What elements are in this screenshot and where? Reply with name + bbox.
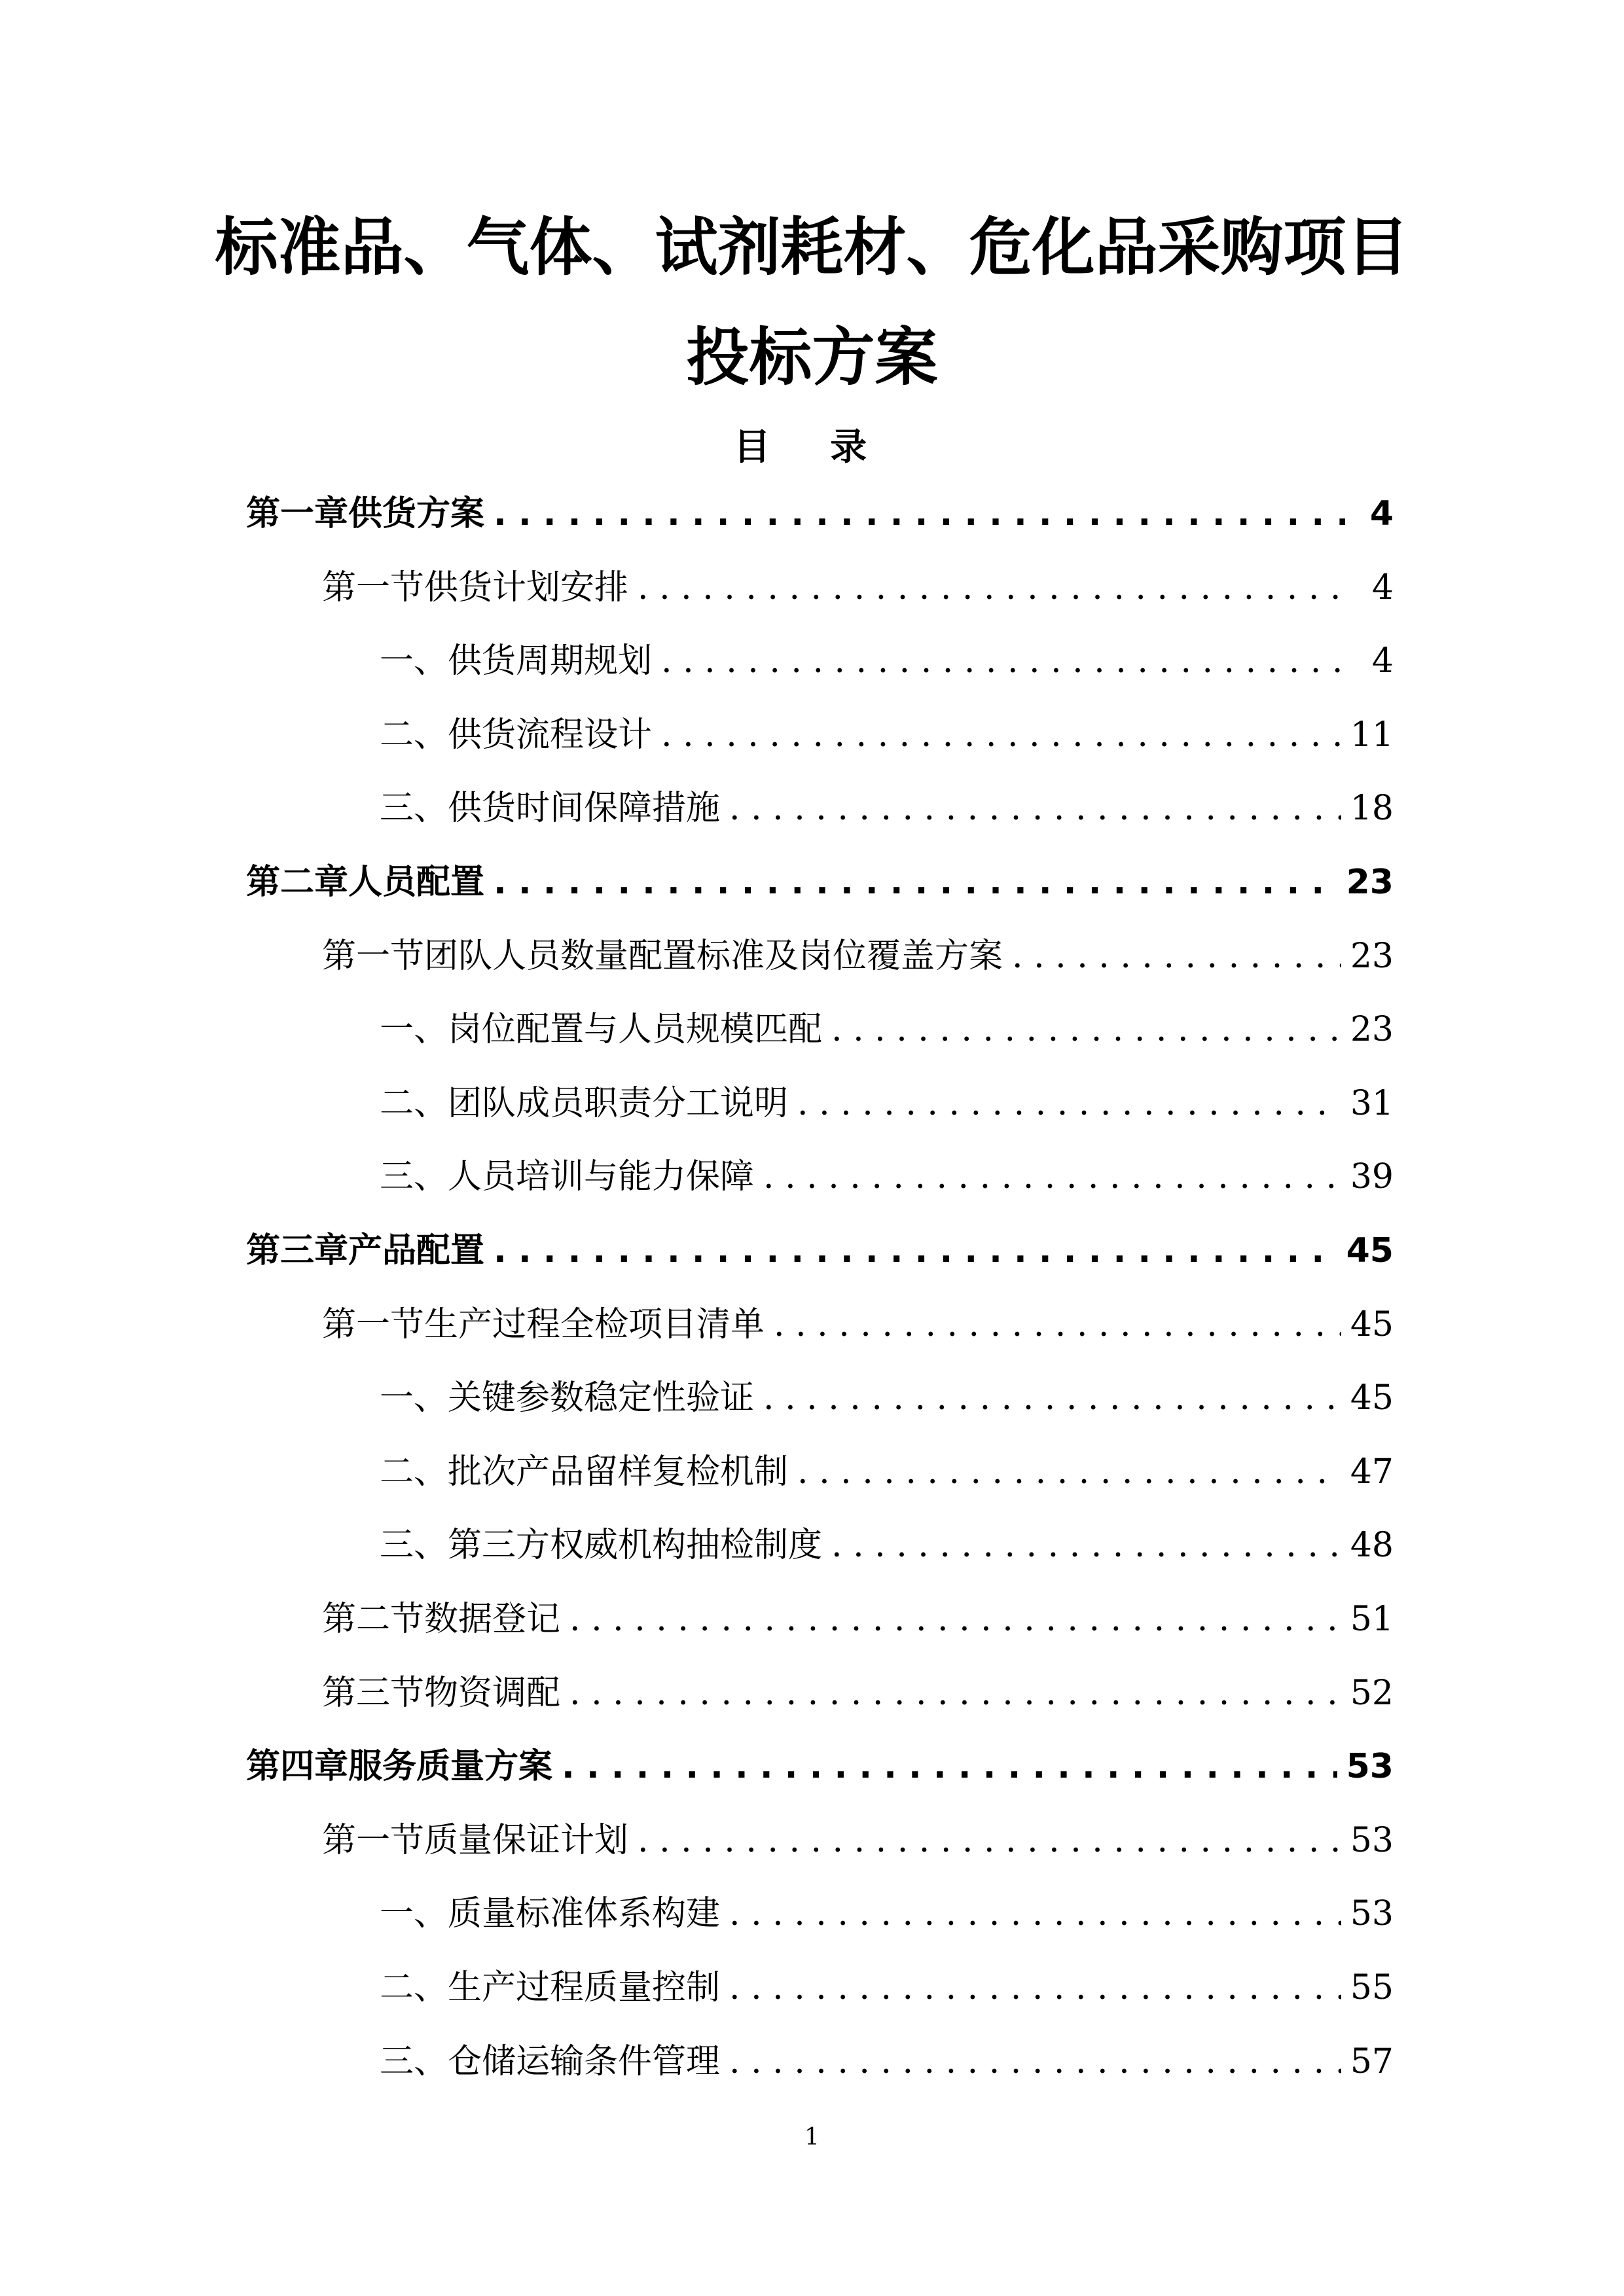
toc-entry-page: 39 bbox=[1350, 1157, 1394, 1196]
toc-dot-leader bbox=[831, 1003, 1341, 1056]
toc-dot-leader bbox=[638, 1814, 1341, 1867]
toc-entry-number: 第二节 bbox=[322, 1600, 425, 1639]
toc-entry-label: 产品配置 bbox=[348, 1231, 485, 1270]
toc-dot-leader bbox=[774, 1299, 1341, 1351]
toc-entry-section[interactable] bbox=[322, 1593, 1394, 1645]
toc-entry-page: 47 bbox=[1350, 1452, 1394, 1492]
toc-entry-label: 团队人员数量配置标准及岗位覆盖方案 bbox=[424, 937, 1003, 976]
toc-entry-label: 生产过程全检项目清单 bbox=[424, 1305, 765, 1344]
toc-entry-label: 生产过程质量控制 bbox=[448, 1968, 721, 2007]
toc-entry-number: 第四章 bbox=[246, 1747, 349, 1786]
toc-entry-label: 人员培训与能力保障 bbox=[448, 1157, 755, 1196]
toc-entry-page: 45 bbox=[1350, 1305, 1394, 1344]
toc-entry-label: 关键参数稳定性验证 bbox=[448, 1378, 755, 1418]
toc-entry-number: 第一章 bbox=[246, 494, 349, 533]
toc-entry-page: 51 bbox=[1350, 1600, 1394, 1639]
toc-entry-page: 23 bbox=[1346, 863, 1394, 902]
toc-entry-label: 数据登记 bbox=[424, 1600, 561, 1639]
toc-entry-page: 31 bbox=[1350, 1084, 1394, 1123]
toc-entry-label: 第三方权威机构抽检制度 bbox=[448, 1526, 823, 1565]
toc-heading: 目 录 bbox=[733, 426, 891, 469]
toc-entry-page: 23 bbox=[1350, 937, 1394, 976]
toc-dot-leader bbox=[562, 1740, 1337, 1793]
toc-entry-label: 人员配置 bbox=[348, 863, 485, 902]
toc-entry-page: 4 bbox=[1371, 641, 1394, 681]
toc-dot-leader bbox=[729, 2036, 1341, 2088]
toc-entry-item[interactable] bbox=[380, 1151, 1394, 1203]
toc-entry-item[interactable] bbox=[380, 1372, 1394, 1424]
toc-entry-page: 45 bbox=[1346, 1231, 1394, 1270]
toc-entry-page: 4 bbox=[1371, 568, 1394, 607]
toc-entry-label: 物资调配 bbox=[424, 1674, 561, 1713]
toc-entry-chapter[interactable] bbox=[246, 1740, 1394, 1793]
toc-entry-label: 供货流程设计 bbox=[448, 715, 653, 755]
toc-entry-item[interactable] bbox=[380, 1888, 1394, 1940]
toc-entry-label: 服务质量方案 bbox=[348, 1747, 553, 1786]
toc-entry-item[interactable] bbox=[380, 1077, 1394, 1130]
page-number: 1 bbox=[804, 2124, 820, 2151]
toc-entry-chapter[interactable] bbox=[246, 1225, 1394, 1277]
toc-entry-item[interactable] bbox=[380, 1962, 1394, 2014]
toc-dot-leader bbox=[494, 1225, 1337, 1277]
toc-entry-label: 质量保证计划 bbox=[424, 1821, 629, 1860]
document-title-line-1: 标准品、气体、试剂耗材、危化品采购项目 bbox=[215, 211, 1409, 284]
toc-entry-number: 第一节 bbox=[322, 568, 425, 607]
toc-dot-leader bbox=[729, 1962, 1341, 2014]
toc-entry-page: 55 bbox=[1350, 1968, 1394, 2007]
toc-entry-chapter[interactable] bbox=[246, 856, 1394, 908]
toc-entry-label: 仓储运输条件管理 bbox=[448, 2042, 721, 2081]
toc-entry-label: 供货计划安排 bbox=[424, 568, 629, 607]
toc-entry-page: 48 bbox=[1350, 1526, 1394, 1565]
toc-entry-number: 第一节 bbox=[322, 1305, 425, 1344]
toc-entry-page: 57 bbox=[1350, 2042, 1394, 2081]
toc-entry-label: 批次产品留样复检机制 bbox=[448, 1452, 789, 1492]
toc-dot-leader bbox=[494, 488, 1345, 540]
toc-entry-section[interactable] bbox=[322, 562, 1394, 614]
document-title-line-2: 投标方案 bbox=[686, 321, 938, 394]
toc-entry-page: 53 bbox=[1350, 1894, 1394, 1933]
toc-dot-leader bbox=[763, 1372, 1341, 1424]
toc-entry-number: 三、 bbox=[380, 789, 448, 828]
toc-entry-page: 18 bbox=[1350, 789, 1394, 828]
toc-entry-number: 二、 bbox=[380, 715, 448, 755]
toc-entry-item[interactable] bbox=[380, 1446, 1394, 1498]
toc-entry-page: 11 bbox=[1350, 715, 1394, 755]
toc-entry-number: 第三节 bbox=[322, 1674, 425, 1713]
toc-entry-label: 供货周期规划 bbox=[448, 641, 653, 681]
toc-dot-leader bbox=[569, 1593, 1341, 1645]
toc-entry-number: 第二章 bbox=[246, 863, 349, 902]
toc-entry-label: 供货时间保障措施 bbox=[448, 789, 721, 828]
toc-entry-number: 三、 bbox=[380, 1526, 448, 1565]
toc-entry-item[interactable] bbox=[380, 635, 1394, 687]
toc-entry-label: 团队成员职责分工说明 bbox=[448, 1084, 789, 1123]
toc-dot-leader bbox=[729, 1888, 1341, 1940]
toc-entry-item[interactable] bbox=[380, 709, 1394, 761]
toc-entry-number: 二、 bbox=[380, 1084, 448, 1123]
toc-entry-number: 三、 bbox=[380, 1157, 448, 1196]
toc-dot-leader bbox=[661, 709, 1341, 761]
toc-entry-page: 23 bbox=[1350, 1010, 1394, 1049]
toc-entry-number: 二、 bbox=[380, 1968, 448, 2007]
toc-dot-leader bbox=[494, 856, 1337, 908]
toc-dot-leader bbox=[797, 1077, 1341, 1130]
toc-entry-page: 52 bbox=[1350, 1674, 1394, 1713]
toc-entry-page: 4 bbox=[1369, 494, 1394, 533]
toc-dot-leader bbox=[797, 1446, 1341, 1498]
toc-dot-leader bbox=[569, 1667, 1341, 1719]
toc-entry-number: 一、 bbox=[380, 641, 448, 681]
toc-entry-section[interactable] bbox=[322, 1299, 1394, 1351]
toc-entry-item[interactable] bbox=[380, 1519, 1394, 1571]
toc-entry-number: 一、 bbox=[380, 1378, 448, 1418]
toc-entry-label: 岗位配置与人员规模匹配 bbox=[448, 1010, 823, 1049]
toc-dot-leader bbox=[1012, 930, 1341, 982]
toc-entry-section[interactable] bbox=[322, 1667, 1394, 1719]
toc-entry-item[interactable] bbox=[380, 2036, 1394, 2088]
toc-dot-leader bbox=[763, 1151, 1341, 1203]
toc-entry-item[interactable] bbox=[380, 1003, 1394, 1056]
toc-entry-chapter[interactable] bbox=[246, 488, 1394, 540]
toc-entry-number: 一、 bbox=[380, 1010, 448, 1049]
toc-entry-label: 供货方案 bbox=[348, 494, 485, 533]
toc-entry-section[interactable] bbox=[322, 1814, 1394, 1867]
toc-entry-page: 53 bbox=[1350, 1821, 1394, 1860]
toc-entry-number: 第一节 bbox=[322, 1821, 425, 1860]
toc-entry-number: 第三章 bbox=[246, 1231, 349, 1270]
toc-entry-number: 一、 bbox=[380, 1894, 448, 1933]
toc-dot-leader bbox=[729, 782, 1341, 834]
toc-dot-leader bbox=[661, 635, 1345, 687]
toc-entry-number: 三、 bbox=[380, 2042, 448, 2081]
toc-entry-page: 45 bbox=[1350, 1378, 1394, 1418]
toc-entry-item[interactable] bbox=[380, 782, 1394, 834]
toc-entry-number: 二、 bbox=[380, 1452, 448, 1492]
toc-entry-section[interactable] bbox=[322, 930, 1394, 982]
toc-entry-label: 质量标准体系构建 bbox=[448, 1894, 721, 1933]
toc-dot-leader bbox=[638, 562, 1345, 614]
toc-dot-leader bbox=[831, 1519, 1341, 1571]
toc-entry-number: 第一节 bbox=[322, 937, 425, 976]
toc-entry-page: 53 bbox=[1346, 1747, 1394, 1786]
